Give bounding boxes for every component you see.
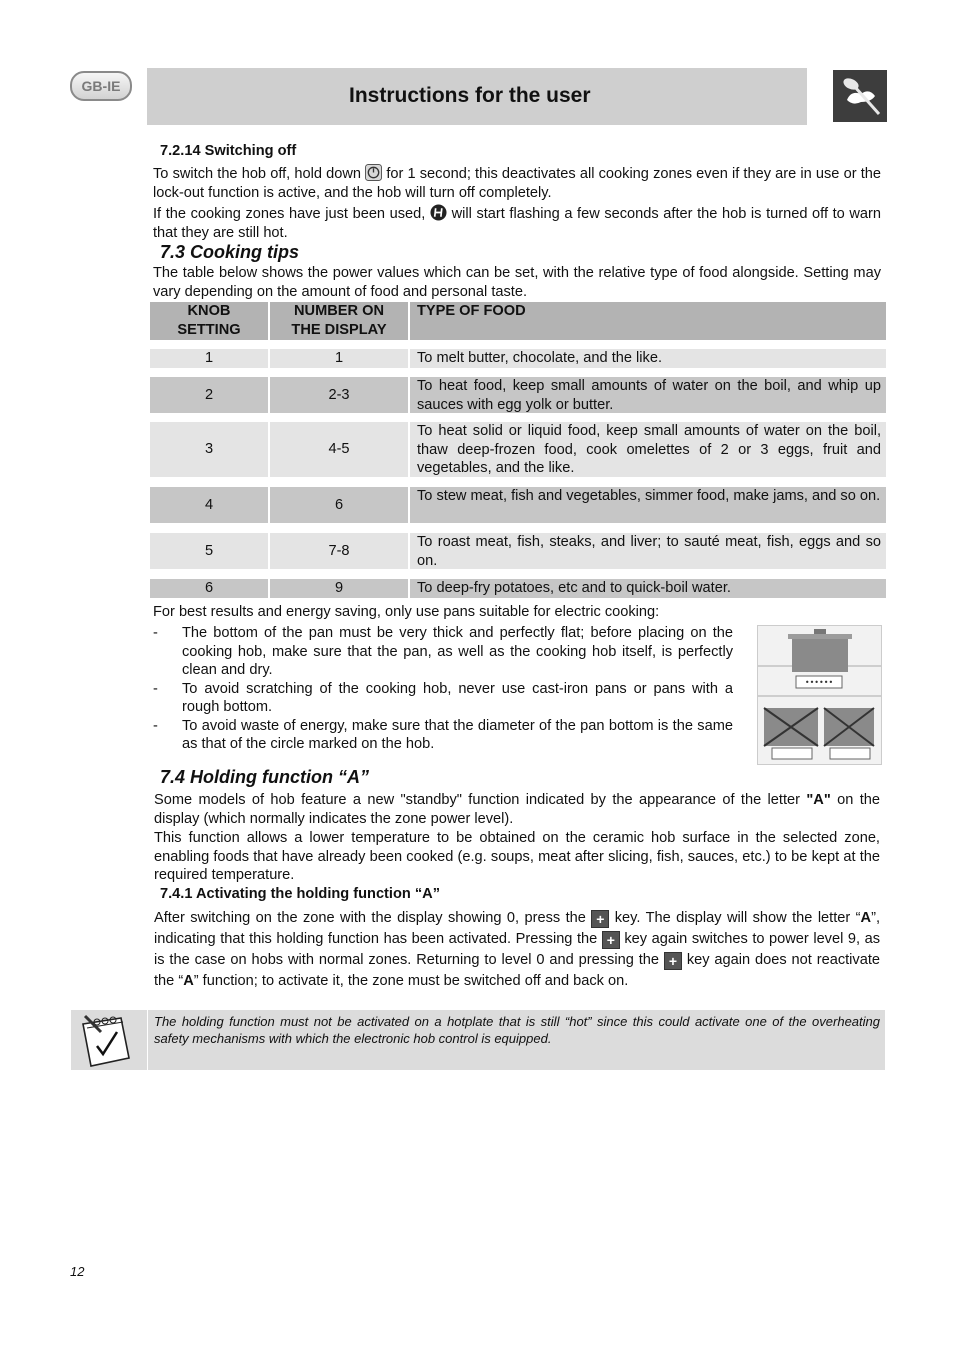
header-bar xyxy=(147,68,807,125)
text: KNOB SETTING xyxy=(177,303,241,338)
text: key. The display will show the letter “ xyxy=(614,910,861,926)
text: for 1 second; this deactivates all cooking zones even if they are in use or the lock-out function is active, and the hob will turn off completely. xyxy=(153,166,881,201)
section-heading-holding-function: 7.4 Holding function “A” xyxy=(160,767,369,787)
plus-key-icon: + xyxy=(602,931,620,949)
text: To switch the hob off, hold down xyxy=(153,166,361,182)
plus-key-icon: + xyxy=(591,910,609,928)
table-row-6-knob: 6 xyxy=(150,579,268,598)
text: ”, indicating that this holding function has been activated. Pressing the xyxy=(154,910,880,947)
switching-off-paragraph-1 xyxy=(153,164,881,202)
holding-paragraph-2: This function allows a lower temperature to be obtained on the ceramic hob surface in the selected zone, enabling foods that have already been cooked (e.g. soups, meat after slicing, fish, sauces, etc.) to be kept at the required temperature. xyxy=(154,830,880,883)
text: key again does not reactivate the “ xyxy=(154,952,881,989)
table-header-knob xyxy=(150,302,268,340)
page-title: Instructions for the user xyxy=(349,84,591,107)
bold-letter-a: "A" xyxy=(806,792,831,808)
list-item xyxy=(153,680,733,717)
holding-paragraph-1 xyxy=(154,791,880,828)
switching-off-paragraph-2 xyxy=(153,204,881,242)
bullet-dash: - xyxy=(153,680,158,697)
table-row-6-food: To deep-fry potatoes, etc and to quick-boil water. xyxy=(410,579,886,598)
subsection-heading-activating: 7.4.1 Activating the holding function “A” xyxy=(160,886,440,902)
holding-paragraph-3 xyxy=(154,908,880,992)
text: key again switches to power level 9, as is the case on hobs with normal zones. Returning to level 0 and pressing the xyxy=(154,931,880,968)
table-row-4-knob: 4 xyxy=(150,487,268,523)
text: will start flashing a few seconds after the hob is turned off to warn that they are still hot. xyxy=(153,206,882,241)
pan-suitability-illustration xyxy=(757,625,882,765)
text: ” function; to activate it, the zone must be switched off and back on. xyxy=(193,973,629,989)
text: NUMBER ON THE DISPLAY xyxy=(291,303,387,338)
text: After switching on the zone with the display showing 0, press the xyxy=(154,910,586,926)
chef-spoon-icon xyxy=(833,70,887,122)
table-row-3-knob: 3 xyxy=(150,422,268,477)
table-row-4-food: To stew meat, fish and vegetables, simmer food, make jams, and so on. xyxy=(410,487,886,523)
list-item xyxy=(153,717,733,754)
table-row-2-knob: 2 xyxy=(150,377,268,413)
bullet-dash: - xyxy=(153,717,158,734)
section-heading-cooking-tips: 7.3 Cooking tips xyxy=(160,242,300,262)
region-badge: GB-IE xyxy=(70,71,132,101)
pan-tips-list xyxy=(153,624,733,754)
section-heading-switching-off: 7.2.14 Switching off xyxy=(160,143,297,159)
text: Some models of hob feature a new "standby" function indicated by the appearance of the letter xyxy=(154,792,801,808)
table-row-1-display: 1 xyxy=(270,349,408,368)
notepad-pencil-icon xyxy=(71,1010,147,1070)
list-item xyxy=(153,624,733,680)
table-row-2-display: 2-3 xyxy=(270,377,408,413)
note-text: The holding function must not be activated on a hotplate that is still “hot” since this could activate one of the overheating safety mechanisms with which the electronic hob control is equipped. xyxy=(154,1014,880,1046)
text: To avoid waste of energy, make sure that the diameter of the pan bottom is the same as that of the circle marked on the hob. xyxy=(182,717,733,752)
table-row-6-display: 9 xyxy=(270,579,408,598)
table-row-4-display: 6 xyxy=(270,487,408,523)
plus-key-icon: + xyxy=(664,952,682,970)
text: The bottom of the pan must be very thick and perfectly flat; before placing on the cooking hob, make sure that the pan, as well as the cooking hob itself, is perfectly clean and dry. xyxy=(182,625,733,678)
text: on the display (which normally indicates the zone power level). xyxy=(154,792,880,827)
svg-text:••••••: •••••• xyxy=(804,678,834,687)
table-row-5-food: To roast meat, fish, steaks, and liver; to sauté meat, fish, eggs and so on. xyxy=(410,533,886,569)
table-row-5-knob: 5 xyxy=(150,533,268,569)
table-row-3-food: To heat solid or liquid food, keep small amounts of water on the boil, thaw deep-frozen food, cook omelettes of 2 or 3 eggs, fruit and vegetables, and the like. xyxy=(410,422,886,477)
best-results-text: For best results and energy saving, only use pans suitable for electric cooking: xyxy=(153,604,660,620)
table-header-display xyxy=(270,302,408,340)
power-icon xyxy=(365,164,382,181)
table-header-food: TYPE OF FOOD xyxy=(410,302,886,340)
bullet-dash: - xyxy=(153,625,158,641)
table-row-1-food: To melt butter, chocolate, and the like. xyxy=(410,349,886,368)
table-row-5-display: 7-8 xyxy=(270,533,408,569)
table-row-2-food: To heat food, keep small amounts of water on the boil, and whip up sauces with egg yolk or butter. xyxy=(410,377,886,413)
page-number: 12 xyxy=(70,1264,85,1279)
table-row-1-knob: 1 xyxy=(150,349,268,368)
table-row-3-display: 4-5 xyxy=(270,422,408,477)
warning-note xyxy=(148,1010,885,1070)
residual-heat-h-icon xyxy=(430,204,447,221)
text: To avoid scratching of the cooking hob, never use cast-iron pans or pans with a rough bottom. xyxy=(182,680,733,715)
bold-letter-a: A xyxy=(860,910,872,926)
bold-letter-a: A xyxy=(183,973,194,989)
cooking-tips-intro: The table below shows the power values which can be set, with the relative type of food alongside. Setting may vary depending on the amount of food and personal taste. xyxy=(153,265,881,300)
text: If the cooking zones have just been used, xyxy=(153,206,426,222)
